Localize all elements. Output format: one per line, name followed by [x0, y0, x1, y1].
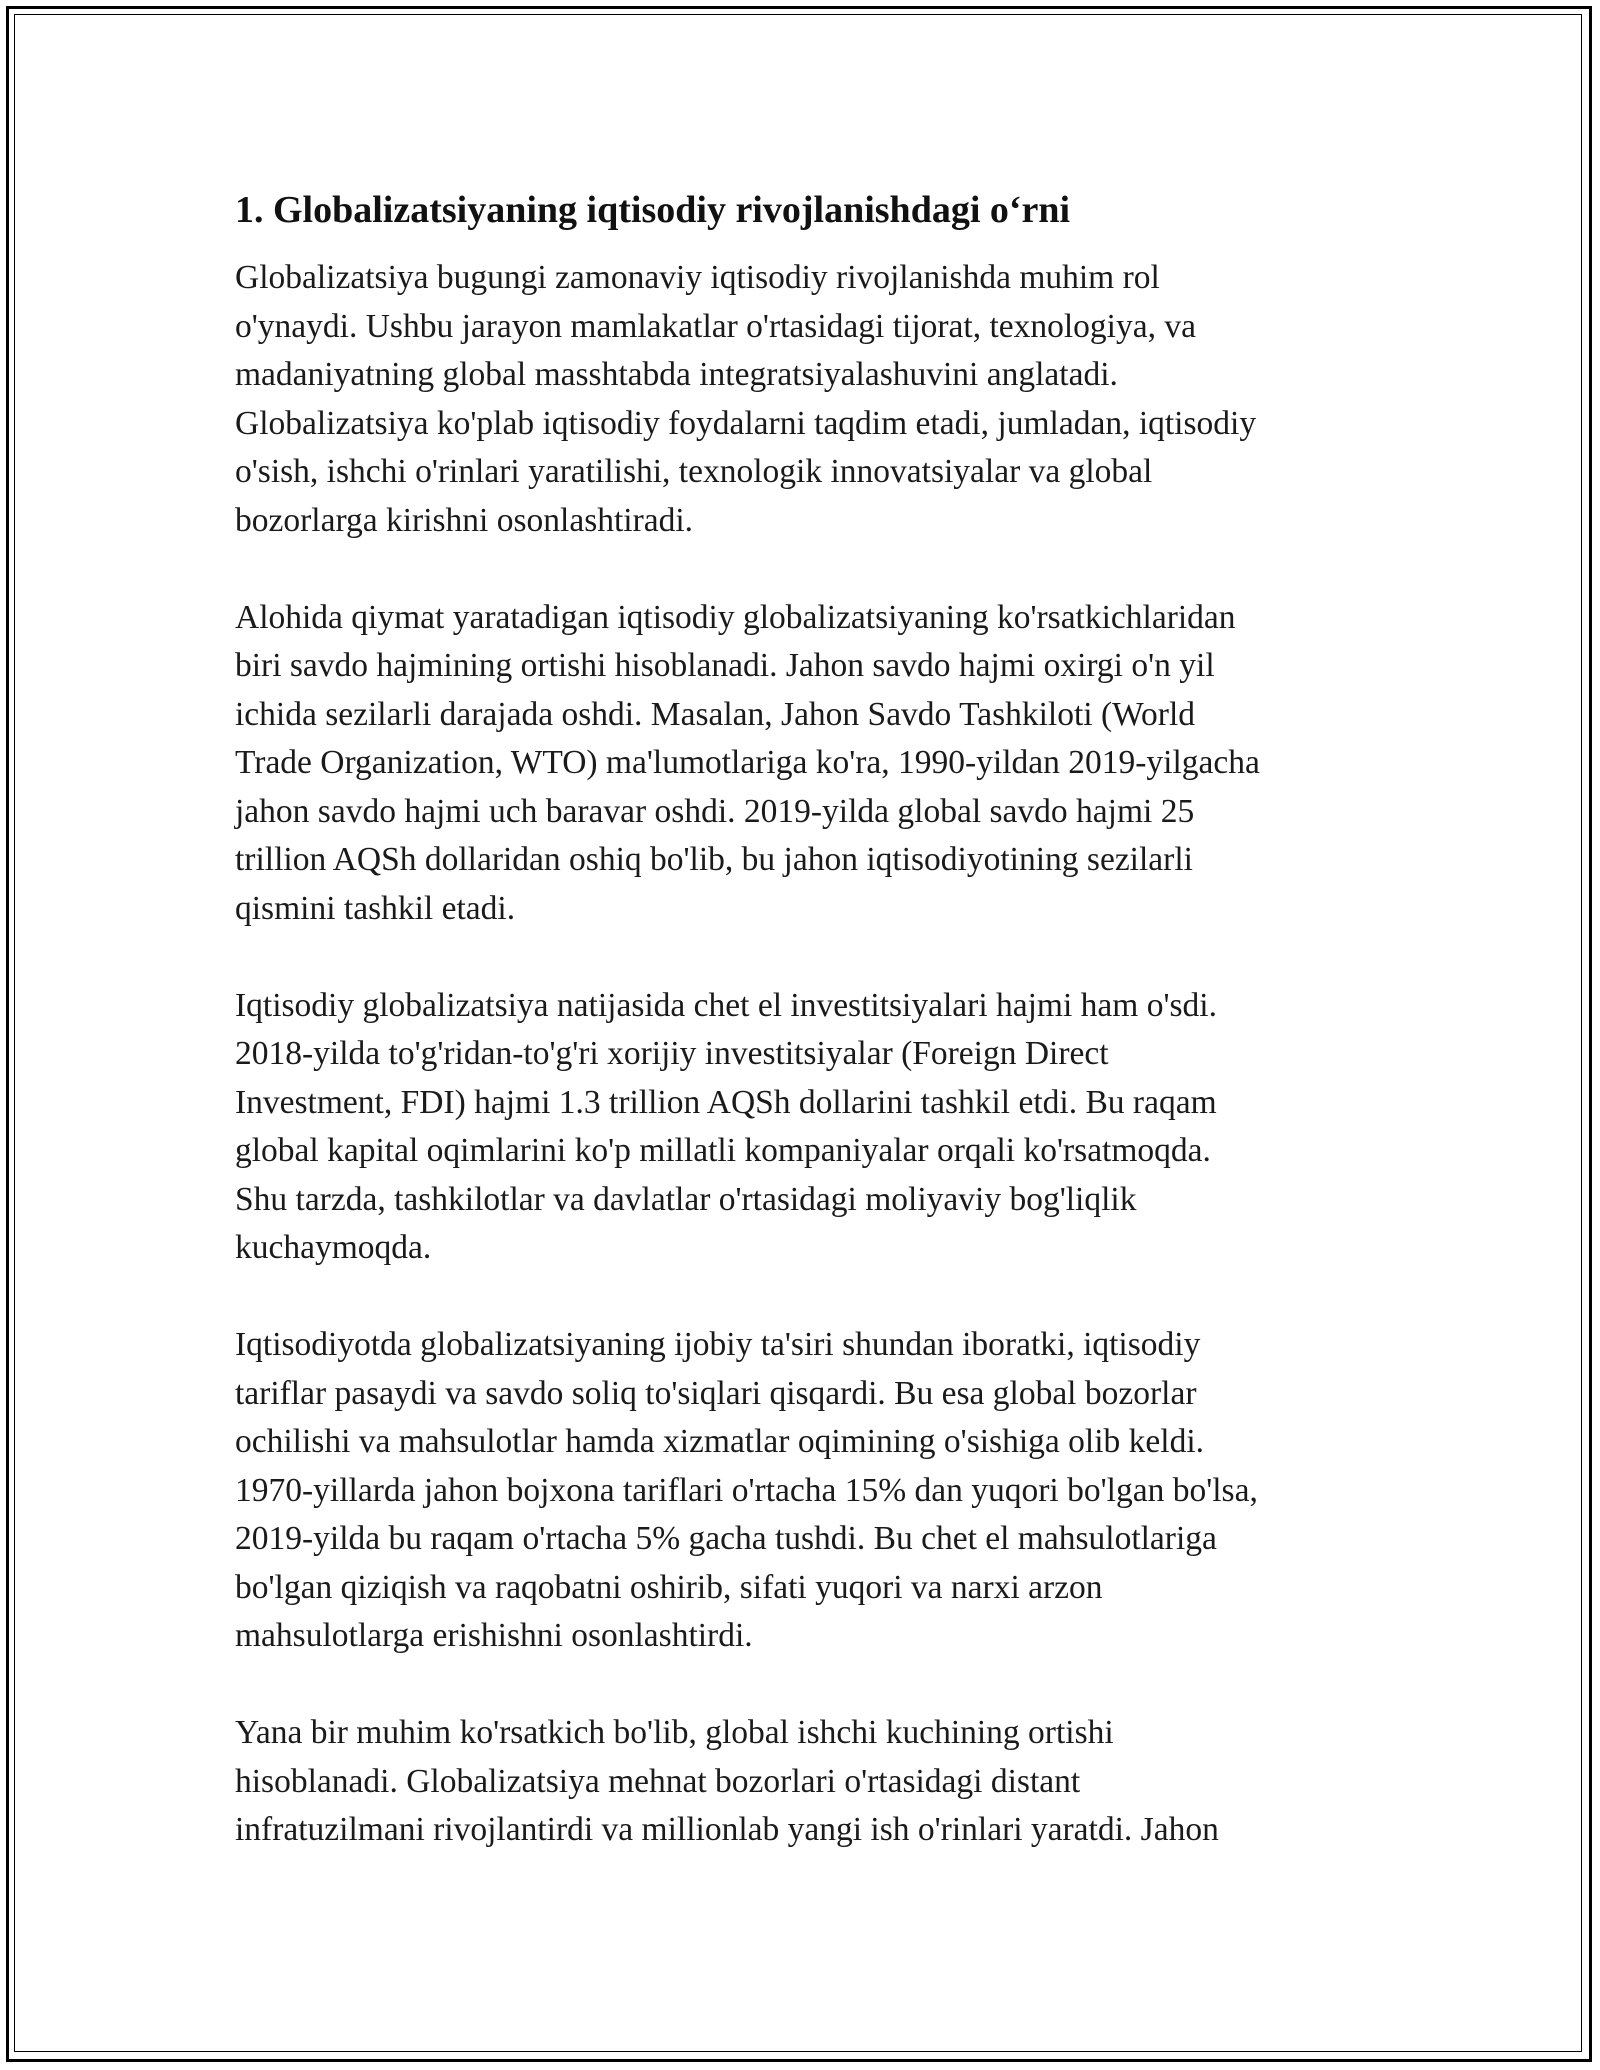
- paragraph-1: Globalizatsiya bugungi zamonaviy iqtisodiy rivojlanishda muhim rol o'ynaydi. Ushbu jarayon mamlakatlar o'rtasidagi tijorat, texnologiya, va madaniyatning global masshtabda integratsiyalashuvini anglatadi. Globalizatsiya ko'plab iqtisodiy foydalarni taqdim etadi, jumladan, iqtisodiy o'sish, ishchi o'rinlari yaratilishi, texnologik innovatsiyalar va global bozorlarga kirishni osonlashtiradi.: [235, 259, 1257, 539]
- section-heading: 1. Globalizatsiyaning iqtisodiy rivojlanishdagi o‘rni: [235, 189, 1071, 231]
- paragraph-2: Alohida qiymat yaratadigan iqtisodiy globalizatsiyaning ko'rsatkichlaridan biri savdo hajmining ortishi hisoblanadi. Jahon savdo hajmi oxirgi o'n yil ichida sezilarli darajada oshdi. Masalan, Jahon Savdo Tashkiloti (World Trade Organization, WTO) ma'lumotlariga ko'ra, 1990-yildan 2019-yilgacha jahon savdo hajmi uch baravar oshdi. 2019-yilda global savdo hajmi 25 trillion AQSh dollaridan oshiq bo'lib, bu jahon iqtisodiyotining sezilarli qismini tashkil etadi.: [235, 598, 1260, 927]
- paragraph-3: Iqtisodiy globalizatsiya natijasida chet el investitsiyalari hajmi ham o'sdi. 2018-yilda to'g'ridan-to'g'ri xorijiy investitsiyalar (Foreign Direct Investment, FDI) hajmi 1.3 trillion AQSh dollarini tashkil etdi. Bu raqam global kapital oqimlarini ko'p millatli kompaniyalar orqali ko'rsatmoqda. Shu tarzda, tashkilotlar va davlatlar o'rtasidagi moliyaviy bog'liqlik kuchaymoqda.: [235, 986, 1217, 1266]
- paragraph-4: Iqtisodiyotda globalizatsiyaning ijobiy ta'siri shundan iboratki, iqtisodiy tariflar pasaydi va savdo soliq to'siqlari qisqardi. Bu esa global bozorlar ochilishi va mahsulotlar hamda xizmatlar oqimining o'sishiga olib keldi. 1970-yillarda jahon bojxona tariflari o'rtacha 15% dan yuqori bo'lgan bo'lsa, 2019-yilda bu raqam o'rtacha 5% gacha tushdi. Bu chet el mahsulotlariga bo'lgan qiziqish va raqobatni oshirib, sifati yuqori va narxi arzon mahsulotlarga erishishni osonlashtirdi.: [235, 1326, 1258, 1654]
- document-body: [235, 186, 1385, 1903]
- paragraph-5: Yana bir muhim ko'rsatkich bo'lib, global ishchi kuchining ortishi hisoblanadi. Globalizatsiya mehnat bozorlari o'rtasidagi distant infratuzilmani rivojlantirdi va millionlab yangi ish o'rinlari yaratdi. Jahon: [235, 1714, 1219, 1848]
